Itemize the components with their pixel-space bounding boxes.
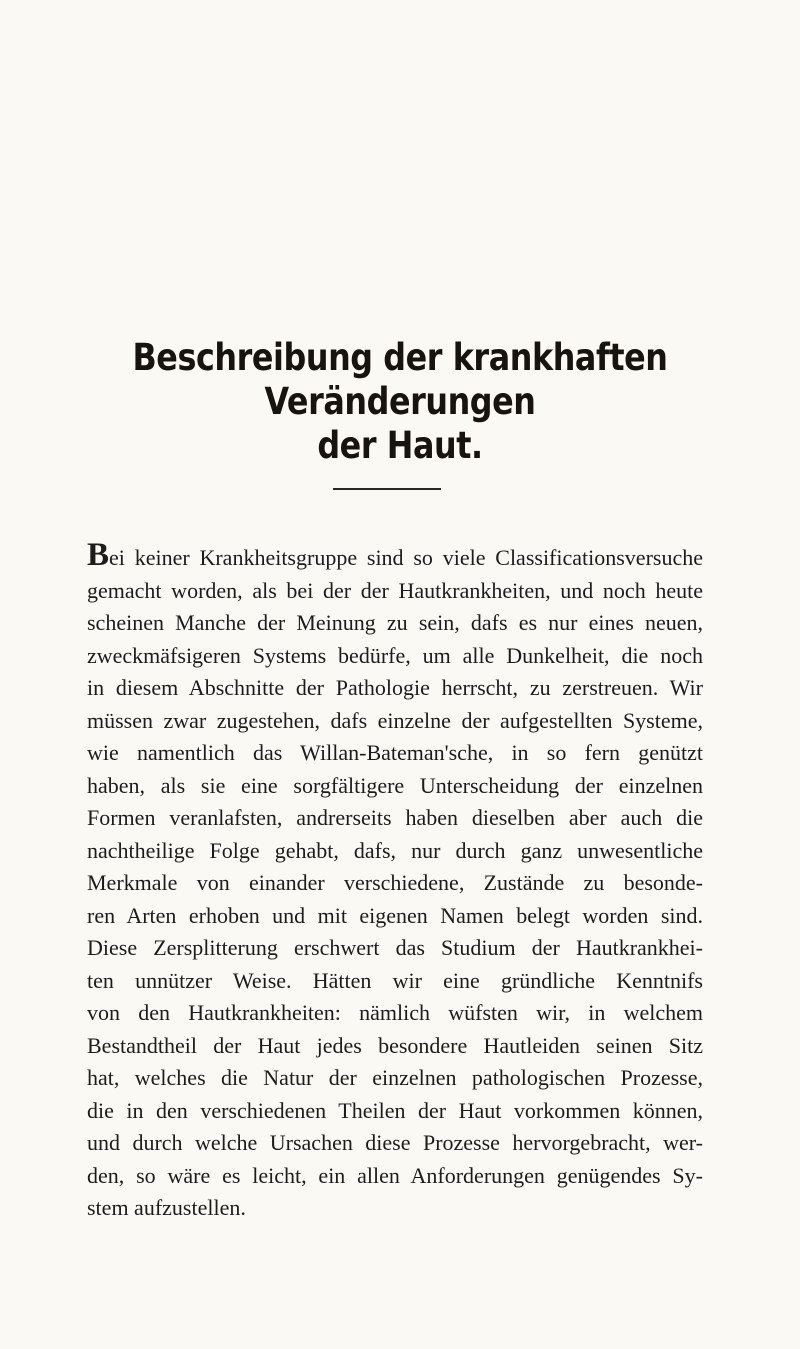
text-line-content: ei keiner Krankheitsgruppe sind so viele Classificationsversuche — [109, 545, 703, 570]
text-line: nachtheilige Folge gehabt, dafs, nur durch ganz unwesentliche — [87, 837, 703, 863]
text-line: hat, welches die Natur der einzelnen pathologischen Prozesse, — [87, 1065, 703, 1090]
text-line: Formen veranlafsten, andrerseits haben dieselben aber auch die — [87, 805, 703, 830]
heading-line-1: Beschreibung der krankhaften Veränderungen — [132, 336, 668, 423]
text-line: gemacht worden, als bei der der Hautkrankheiten, und noch heute — [87, 577, 703, 603]
text-line: Merkmale von einander verschiedene, Zustände zu besonde- — [87, 870, 703, 895]
text-line: von den Hautkrankheiten: nämlich wüfsten wir, in welchem — [87, 1000, 703, 1025]
body-paragraph — [87, 537, 703, 1225]
text-line: müssen zwar zugestehen, dafs einzelne der aufgestellten Systeme, — [87, 707, 703, 733]
divider-rule — [333, 488, 441, 490]
text-line: scheinen Manche der Meinung zu sein, dafs es nur eines neuen, — [87, 610, 703, 635]
text-line: zweckmäfsigeren Systems bedürfe, um alle Dunkelheit, die noch — [87, 642, 703, 668]
text-line: die in den verschiedenen Theilen der Haut vorkommen können, — [87, 1097, 703, 1123]
text-line: Bestandtheil der Haut jedes besondere Hautleiden seinen Sitz — [87, 1032, 703, 1058]
text-line: Diese Zersplitterung erschwert das Studium der Hautkrankhei- — [87, 935, 703, 960]
text-line: in diesem Abschnitte der Pathologie herrscht, zu zerstreuen. Wir — [87, 675, 703, 700]
text-line: und durch welche Ursachen diese Prozesse hervorgebracht, wer- — [87, 1130, 703, 1155]
heading-line-2: der Haut. — [317, 424, 483, 467]
text-line: haben, als sie eine sorgfältigere Unterscheidung der einzelnen — [87, 772, 703, 798]
chapter-heading — [0, 336, 800, 468]
text-line: stem aufzustellen. — [87, 1195, 246, 1220]
text-line: den, so wäre es leicht, ein allen Anforderungen genügendes Sy- — [87, 1162, 703, 1188]
text-line: ren Arten erhoben und mit eigenen Namen belegt worden sind. — [87, 902, 703, 928]
text-line: wie namentlich das Willan-Bateman'sche, in so fern genützt — [87, 740, 703, 765]
drop-cap: B — [87, 537, 110, 573]
text-line — [87, 537, 703, 575]
text-line: ten unnützer Weise. Hätten wir eine gründliche Kenntnifs — [87, 967, 703, 993]
